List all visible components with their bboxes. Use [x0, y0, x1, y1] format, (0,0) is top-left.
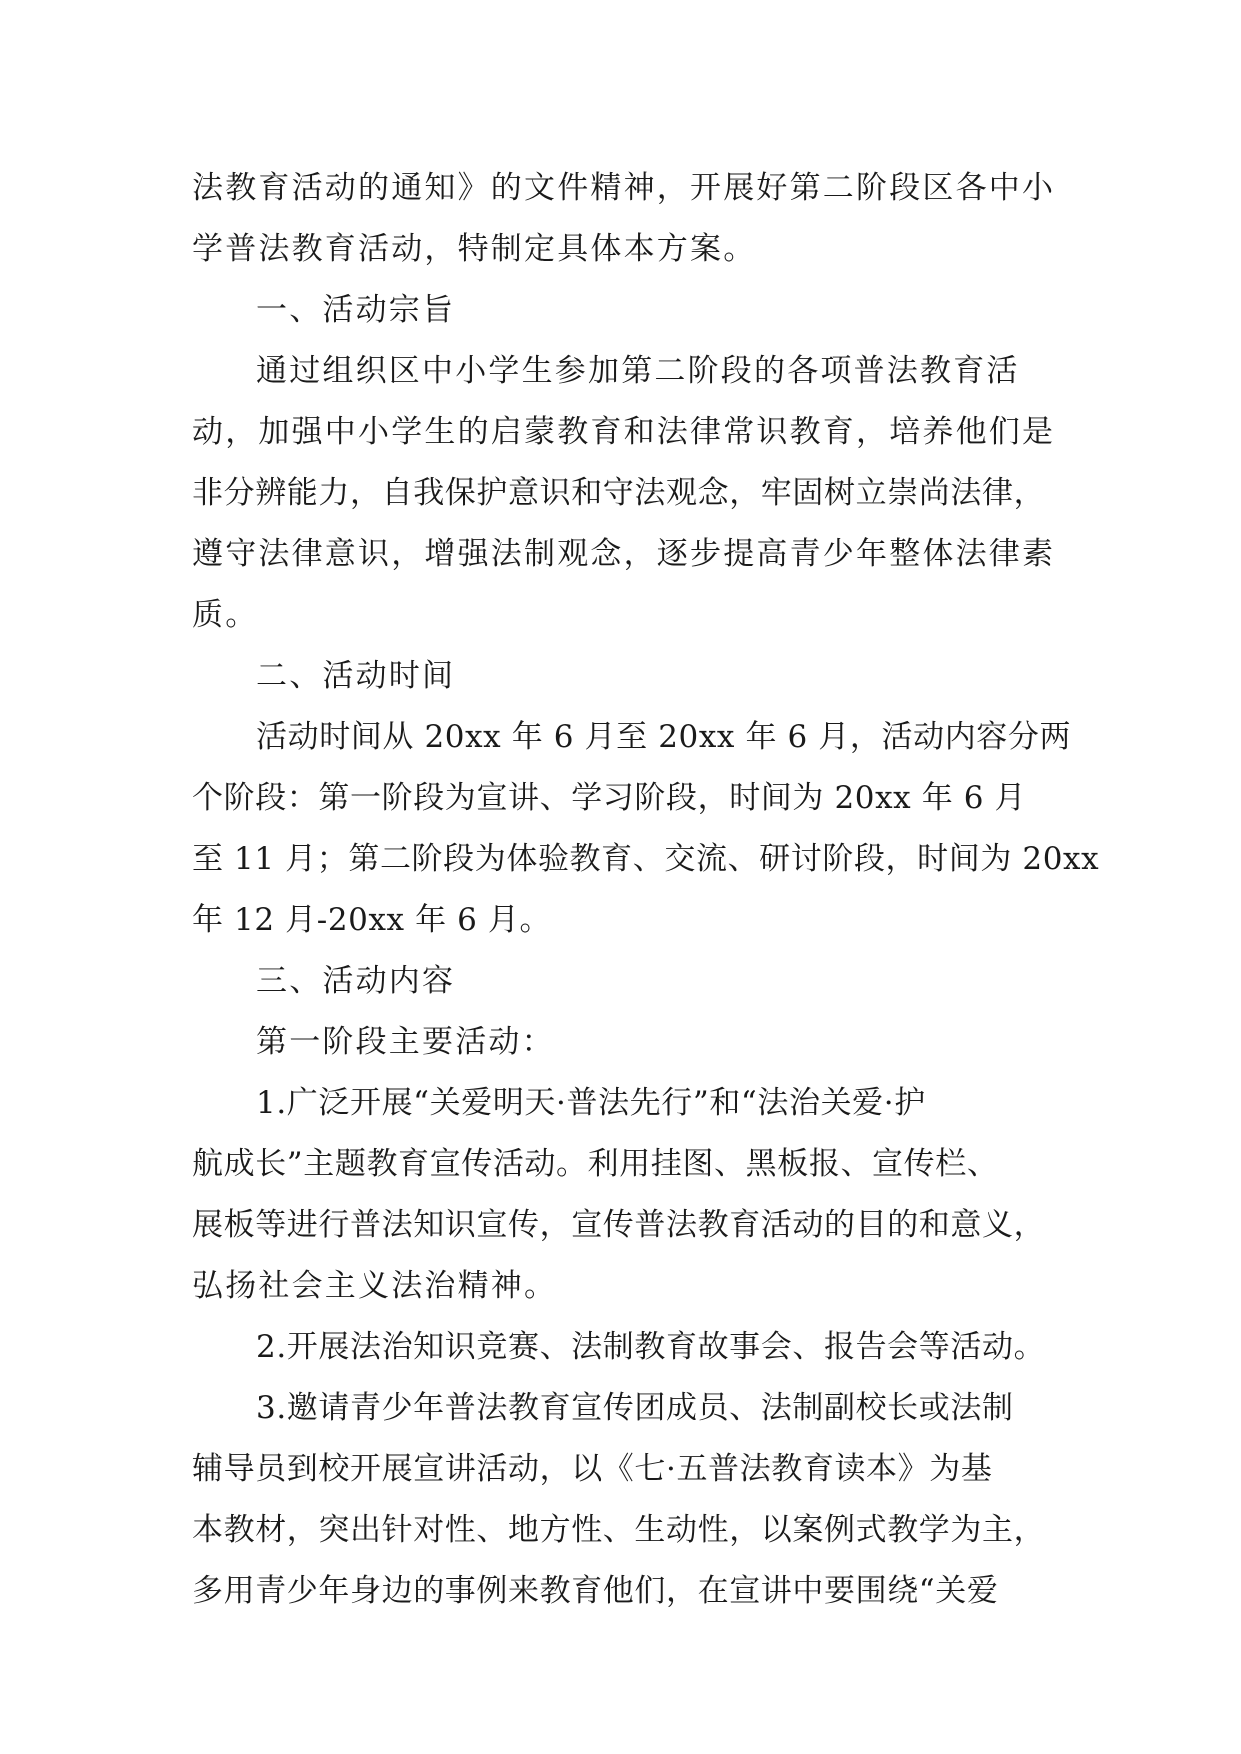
paragraph-line: 展板等进行普法知识宣传，宣传普法教育活动的目的和意义， [192, 1207, 1046, 1243]
paragraph-line: 航成长”主题教育宣传活动。利用挂图、黑板报、宣传栏、 [192, 1146, 999, 1182]
paragraph-line: 弘扬社会主义法治精神。 [192, 1268, 558, 1304]
paragraph-line: 学普法教育活动，特制定具体本方案。 [192, 231, 757, 267]
body-text [192, 158, 1100, 1622]
paragraph-line: 本教材，突出针对性、地方性、生动性，以案例式教学为主， [192, 1512, 1046, 1548]
paragraph-line: 遵守法律意识，增强法制观念，逐步提高青少年整体法律素 [192, 536, 1056, 572]
paragraph-line: 活动时间从 20xx 年 6 月至 20xx 年 6 月，活动内容分两 [256, 719, 1072, 755]
list-item: 3.邀请青少年普法教育宣传团成员、法制副校长或法制 [256, 1390, 1014, 1426]
paragraph-line: 年 12 月-20xx 年 6 月。 [192, 902, 552, 938]
paragraph-line: 动，加强中小学生的启蒙教育和法律常识教育，培养他们是 [192, 414, 1056, 450]
paragraph-line: 通过组织区中小学生参加第二阶段的各项普法教育活 [256, 353, 1020, 389]
list-item: 1.广泛开展“关爱明天·普法先行”和“法治关爱·护 [256, 1085, 926, 1121]
section-heading: 一、活动宗旨 [256, 292, 456, 328]
section-heading: 二、活动时间 [256, 658, 456, 694]
paragraph-line: 多用青少年身边的事例来教育他们，在宣讲中要围绕“关爱 [192, 1573, 999, 1609]
paragraph-line: 质。 [192, 597, 259, 633]
paragraph-line: 辅导员到校开展宣讲活动，以《七·五普法教育读本》为基 [192, 1451, 993, 1487]
subsection-heading: 第一阶段主要活动： [256, 1024, 555, 1060]
paragraph-line: 个阶段：第一阶段为宣讲、学习阶段，时间为 20xx 年 6 月 [192, 780, 1027, 816]
list-item: 2.开展法治知识竞赛、法制教育故事会、报告会等活动。 [256, 1329, 1046, 1365]
section-heading: 三、活动内容 [256, 963, 456, 999]
paragraph-line: 非分辨能力，自我保护意识和守法观念，牢固树立崇尚法律， [192, 475, 1046, 511]
paragraph-line: 法教育活动的通知》的文件精神，开展好第二阶段区各中小 [192, 170, 1056, 206]
paragraph-line: 至 11 月；第二阶段为体验教育、交流、研讨阶段，时间为 20xx [192, 841, 1100, 877]
